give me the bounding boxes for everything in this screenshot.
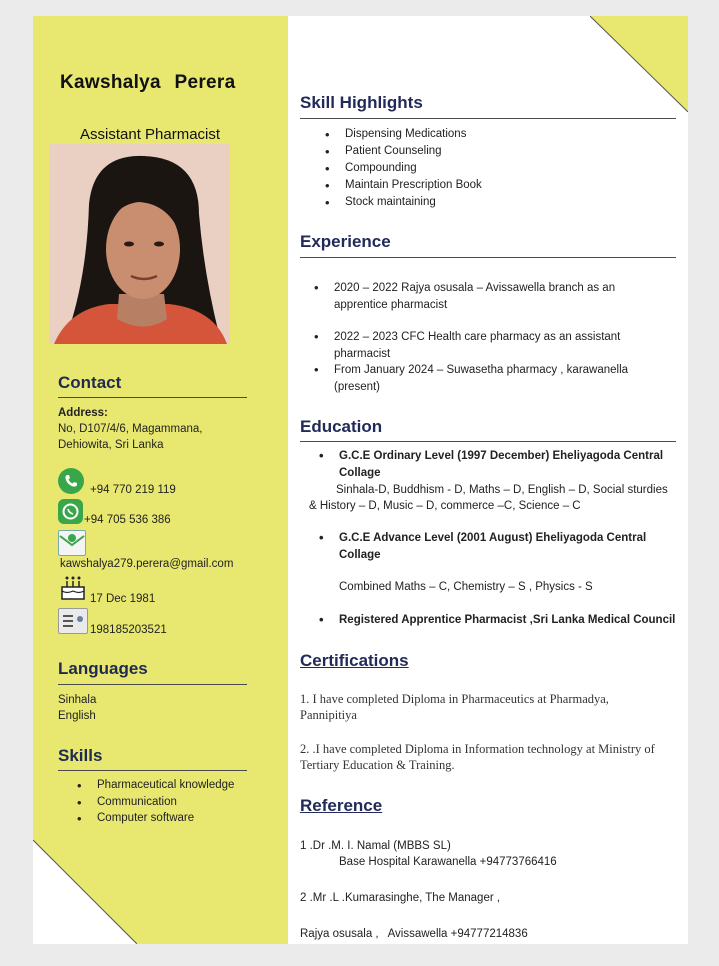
experience-item: • From January 2024 – Suwasetha pharmacy , karawanella (present) bbox=[314, 362, 644, 395]
language-item: English bbox=[58, 710, 96, 722]
skills-heading: Skills bbox=[58, 746, 103, 765]
profile-photo bbox=[49, 144, 230, 344]
reference-2-name: 2 .Mr .L .Kumarasinghe, The Manager , bbox=[300, 892, 501, 904]
address-line-1: No, D107/4/6, Magammana, bbox=[58, 423, 203, 435]
skill-item: • Pharmaceutical knowledge bbox=[77, 779, 234, 796]
contact-heading: Contact bbox=[58, 373, 122, 392]
education-ol bbox=[319, 448, 679, 481]
corner-line-bottom-left bbox=[33, 840, 137, 944]
reference-heading: Reference bbox=[300, 796, 383, 815]
birthday-cake-icon bbox=[58, 573, 88, 603]
registration-item: • Registered Apprentice Pharmacist ,Sri Lanka Medical Council bbox=[319, 612, 688, 629]
ol-results-line-2: & History – D, Music – D, commerce –C, Science – C bbox=[309, 500, 581, 512]
skill-highlights-divider bbox=[300, 118, 676, 119]
certifications-heading: Certifications bbox=[300, 651, 409, 670]
corner-line-top-right bbox=[590, 16, 688, 112]
experience-divider bbox=[300, 257, 676, 258]
education-divider bbox=[300, 441, 676, 442]
highlight-item: • Maintain Prescription Book bbox=[325, 177, 482, 194]
skill-highlights-list bbox=[325, 126, 482, 211]
whatsapp-icon bbox=[58, 499, 83, 524]
experience-list bbox=[314, 280, 644, 395]
candidate-role: Assistant Pharmacist bbox=[80, 126, 221, 143]
address-label: Address: bbox=[58, 407, 108, 419]
reference-2-detail: Rajya osusala , Avissawella +94777214836 bbox=[300, 928, 528, 940]
id-number: 198185203521 bbox=[90, 624, 167, 636]
skills-list bbox=[77, 779, 234, 829]
languages-heading: Languages bbox=[58, 659, 148, 678]
certification-item: 2. .I have completed Diploma in Information technology at Ministry of Tertiary Education & Training. bbox=[300, 742, 655, 772]
experience-item: • 2020 – 2022 Rajya osusala – Avissawella branch as an apprentice pharmacist bbox=[314, 280, 644, 313]
skill-highlights-heading: Skill Highlights bbox=[300, 93, 423, 112]
reference-1-name: 1 .Dr .M. I. Namal (MBBS SL) bbox=[300, 840, 451, 852]
skill-item: • Computer software bbox=[77, 812, 234, 829]
languages-divider bbox=[58, 684, 247, 685]
candidate-name: Kawshalya Perera bbox=[60, 72, 236, 93]
ol-results-line-1: Sinhala-D, Buddhism - D, Maths – D, English – D, Social sturdies bbox=[336, 484, 668, 496]
email-icon bbox=[58, 530, 86, 556]
address-line-2: Dehiowita, Sri Lanka bbox=[58, 439, 164, 451]
education-registration bbox=[319, 612, 688, 629]
highlight-item: • Stock maintaining bbox=[325, 194, 482, 211]
phone-icon bbox=[58, 468, 84, 494]
skills-divider bbox=[58, 770, 247, 771]
contact-divider bbox=[58, 397, 247, 398]
experience-item: • 2022 – 2023 CFC Health care pharmacy as an assistant pharmacist bbox=[314, 329, 644, 362]
skill-item: • Communication bbox=[77, 796, 234, 813]
phone-number: +94 770 219 119 bbox=[90, 484, 176, 496]
highlight-item: • Compounding bbox=[325, 160, 482, 177]
highlight-item: • Patient Counseling bbox=[325, 143, 482, 160]
birth-date: 17 Dec 1981 bbox=[90, 593, 156, 605]
education-al bbox=[319, 530, 659, 563]
resume-page bbox=[33, 16, 688, 944]
reference-1-detail: Base Hospital Karawanella +94773766416 bbox=[339, 856, 557, 868]
email-address: kawshalya279.perera@gmail.com bbox=[60, 558, 234, 570]
ol-title: • G.C.E Ordinary Level (1997 December) Eheliyagoda Central Collage bbox=[319, 448, 679, 481]
highlight-item: • Dispensing Medications bbox=[325, 126, 482, 143]
al-results: Combined Maths – C, Chemistry – S , Physics - S bbox=[339, 581, 593, 593]
whatsapp-number: +94 705 536 386 bbox=[84, 514, 171, 526]
language-item: Sinhala bbox=[58, 694, 97, 706]
experience-heading: Experience bbox=[300, 232, 391, 251]
id-card-icon bbox=[58, 608, 88, 634]
certification-item: 1. I have completed Diploma in Pharmaceutics at Pharmadya, Pannipitiya bbox=[300, 692, 609, 722]
al-title: • G.C.E Advance Level (2001 August) Eheliyagoda Central Collage bbox=[319, 530, 659, 563]
education-heading: Education bbox=[300, 417, 383, 436]
